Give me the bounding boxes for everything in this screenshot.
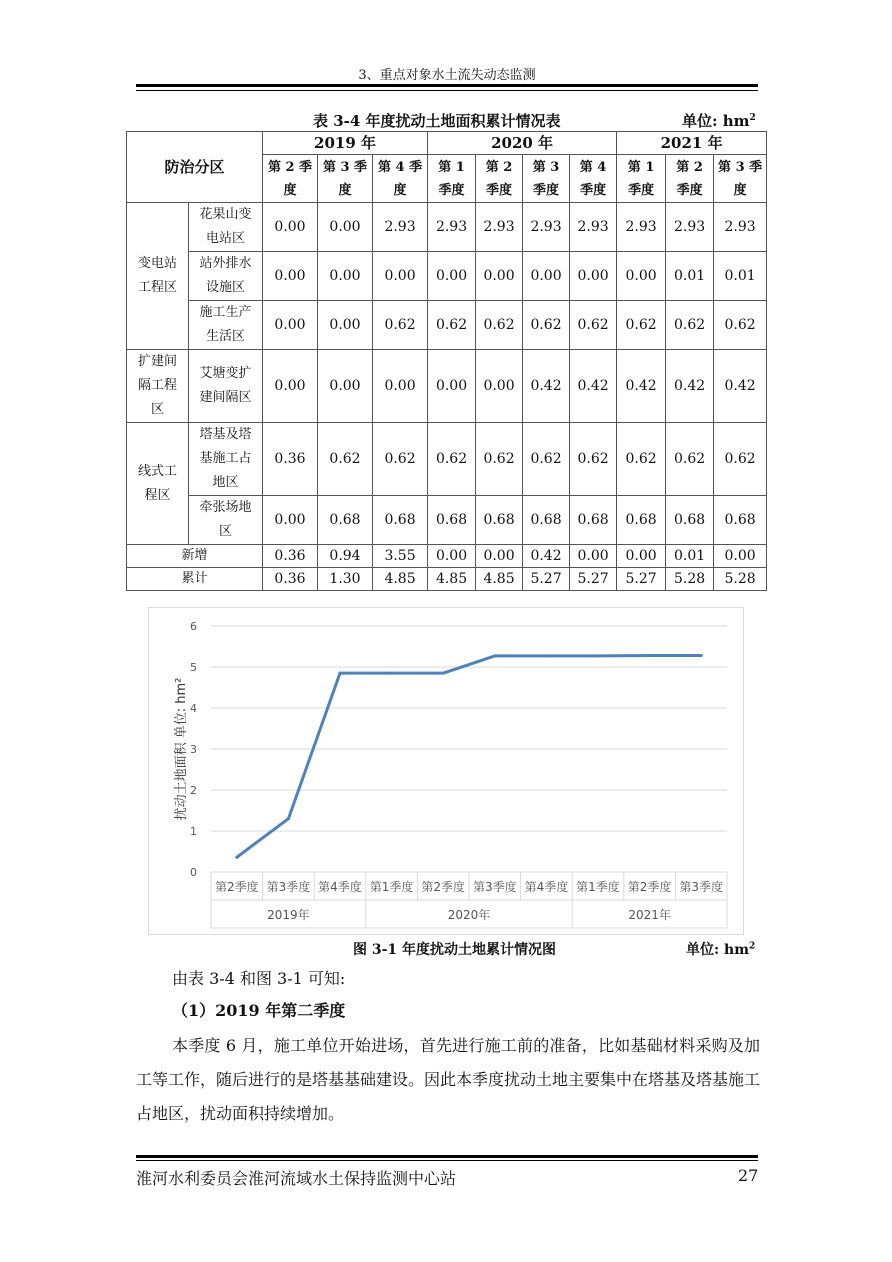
footer-rule-thick [136,1155,758,1158]
chart-frame [148,607,744,935]
subzone-cell: 花果山变 电站区 [189,203,263,252]
x-tick-label: 第4季度 [524,880,569,894]
quarter-header: 第 3 季 度 [714,155,767,203]
zone-group-cell: 扩建间 隔工程 区 [127,350,189,423]
value-cell: 4.85 [428,568,476,591]
footer-rule-thin [136,1160,758,1161]
year-header: 2019 年 [263,132,428,155]
data-point [700,654,703,657]
subzone-cell: 施工生产 生活区 [189,301,263,350]
data-point [648,654,651,657]
section-heading: （1）2019 年第二季度 [172,1001,346,1020]
data-point [442,672,445,675]
subzone-cell: 牵张场地 区 [189,496,263,545]
y-tick-label: 1 [190,825,197,838]
data-point [339,672,342,675]
value-cell: 5.27 [523,568,570,591]
value-cell: 0.00 [263,301,318,350]
x-tick-label: 第2季度 [421,880,466,894]
value-cell: 0.62 [617,301,666,350]
header-rule-thick [136,84,758,87]
value-cell: 0.68 [318,496,373,545]
zone-group-cell: 线式工 程区 [127,423,189,545]
y-tick-label: 0 [190,866,197,879]
value-cell: 0.00 [318,203,373,252]
disturbed-area-table [126,131,767,591]
quarter-header: 第 3 季 度 [318,155,373,203]
table-unit-label: 单位: hm [682,112,750,130]
value-cell: 0.94 [318,545,373,568]
value-cell: 0.00 [263,252,318,301]
figure-caption: 图 3-1 年度扰动土地累计情况图 [353,942,557,958]
value-cell: 0.36 [263,423,318,496]
value-cell: 0.00 [570,252,617,301]
value-cell: 0.00 [263,350,318,423]
value-cell: 0.62 [666,301,714,350]
value-cell: 0.68 [428,496,476,545]
value-cell: 0.62 [570,301,617,350]
value-cell: 0.62 [666,423,714,496]
subzone-cell: 艾塘变扩 建间隔区 [189,350,263,423]
data-point [597,654,600,657]
y-tick-label: 2 [190,784,197,797]
footer-organization: 淮河水利委员会淮河流域水土保持监测中心站 [136,1169,457,1188]
value-cell: 4.85 [373,568,428,591]
total-row [127,568,767,591]
value-cell: 0.62 [570,423,617,496]
value-cell: 2.93 [666,203,714,252]
value-cell: 2.93 [428,203,476,252]
table-caption: 表 3-4 年度扰动土地面积累计情况表 [313,112,561,130]
value-cell: 0.00 [476,350,523,423]
value-cell: 0.00 [318,301,373,350]
value-cell: 5.27 [570,568,617,591]
value-cell: 0.68 [570,496,617,545]
y-tick-label: 6 [190,620,197,633]
value-cell: 0.36 [263,568,318,591]
value-cell: 0.62 [476,301,523,350]
running-header: 3、重点对象水土流失动态监测 [358,68,536,83]
data-point [390,672,393,675]
year-group-label: 2019年 [267,908,310,922]
value-cell: 0.00 [318,252,373,301]
quarter-header: 第 3 季度 [523,155,570,203]
x-tick-label: 第1季度 [369,880,414,894]
x-tick-label: 第2季度 [214,880,259,894]
value-cell: 0.62 [373,423,428,496]
table-unit [682,110,756,131]
value-cell: 0.42 [570,350,617,423]
value-cell: 0.62 [617,423,666,496]
value-cell: 0.68 [617,496,666,545]
value-cell: 0.42 [523,545,570,568]
value-cell: 0.00 [428,545,476,568]
value-cell: 0.00 [523,252,570,301]
value-cell: 2.93 [714,203,767,252]
data-point [493,654,496,657]
value-cell: 0.01 [666,545,714,568]
value-cell: 0.62 [428,423,476,496]
value-cell: 4.85 [476,568,523,591]
cumulative-area-chart [149,608,743,934]
value-cell: 2.93 [617,203,666,252]
value-cell: 0.62 [714,423,767,496]
subzone-cell: 站外排水 设施区 [189,252,263,301]
body-paragraph: 本季度 6 月，施工单位开始进场，首先进行施工前的准备，比如基础材料采购及加工等工作，随后进行的是塔基基础建设。因此本季度扰动土地主要集中在塔基及塔基施工占地区，扰动面积持续增加。 [136,1036,761,1123]
quarter-header: 第 2 季 度 [263,155,318,203]
value-cell: 0.68 [523,496,570,545]
value-cell: 5.28 [714,568,767,591]
quarter-header: 第 1 季度 [428,155,476,203]
value-cell: 0.00 [428,252,476,301]
x-tick-label: 第3季度 [266,880,311,894]
value-cell: 0.42 [523,350,570,423]
value-cell: 3.55 [373,545,428,568]
value-cell: 0.62 [523,301,570,350]
value-cell: 0.68 [666,496,714,545]
zone-group-cell: 变电站 工程区 [127,203,189,350]
figure-unit-sup: 2 [749,941,756,952]
value-cell: 0.68 [373,496,428,545]
value-cell: 1.30 [318,568,373,591]
figure-unit-label: 单位: hm [686,942,750,958]
value-cell: 0.00 [318,350,373,423]
y-tick-label: 3 [190,743,197,756]
data-point [545,654,548,657]
value-cell: 0.00 [714,545,767,568]
intro-text: 由表 3-4 和图 3-1 可知: [172,969,346,988]
quarter-header: 第 2 季度 [666,155,714,203]
value-cell: 0.42 [617,350,666,423]
value-cell: 0.62 [476,423,523,496]
x-tick-label: 第1季度 [576,880,620,894]
value-cell: 0.00 [428,350,476,423]
subzone-cell: 塔基及塔 基施工占 地区 [189,423,263,496]
value-cell: 0.68 [476,496,523,545]
quarter-header: 第 4 季 度 [373,155,428,203]
value-cell: 0.00 [570,545,617,568]
value-cell: 2.93 [476,203,523,252]
table-unit-sup: 2 [749,113,756,123]
zone-header-cell: 防治分区 [127,132,263,203]
value-cell: 0.00 [373,350,428,423]
data-point [235,856,238,859]
value-cell: 2.93 [570,203,617,252]
value-cell: 5.28 [666,568,714,591]
y-tick-label: 5 [190,661,197,674]
x-tick-label: 第4季度 [318,880,362,894]
value-cell: 0.62 [373,301,428,350]
y-axis-label: 扰动土地面积 单位: hm² [174,677,189,821]
figure-unit [686,939,755,959]
value-cell: 0.62 [318,423,373,496]
x-tick-label: 第3季度 [472,880,517,894]
value-cell: 0.42 [666,350,714,423]
value-cell: 0.42 [714,350,767,423]
year-group-label: 2021年 [628,908,671,922]
value-cell: 0.01 [666,252,714,301]
year-group-label: 2020年 [447,908,491,922]
value-cell: 2.93 [523,203,570,252]
y-tick-label: 4 [190,702,197,715]
data-point [287,817,290,820]
series-line [237,656,701,858]
value-cell: 0.01 [714,252,767,301]
quarter-header: 第 4 季度 [570,155,617,203]
value-cell: 0.00 [617,252,666,301]
value-cell: 5.27 [617,568,666,591]
x-tick-label: 第2季度 [627,880,672,894]
x-tick-label: 第3季度 [679,880,724,894]
year-header: 2020 年 [428,132,617,155]
quarter-header: 第 1 季度 [617,155,666,203]
value-cell: 0.62 [428,301,476,350]
value-cell: 0.68 [714,496,767,545]
value-cell: 2.93 [373,203,428,252]
value-cell: 0.62 [714,301,767,350]
value-cell: 0.62 [523,423,570,496]
value-cell: 0.00 [263,496,318,545]
value-cell: 0.00 [263,203,318,252]
value-cell: 0.36 [263,545,318,568]
header-rule-thin [136,90,758,91]
value-cell: 0.00 [476,545,523,568]
page-number: 27 [738,1166,759,1185]
quarter-header: 第 2 季度 [476,155,523,203]
new-row [127,545,767,568]
value-cell: 0.00 [476,252,523,301]
value-cell: 0.00 [617,545,666,568]
total-row-label: 累计 [127,568,263,591]
new-row-label: 新增 [127,545,263,568]
year-header: 2021 年 [617,132,767,155]
value-cell: 0.00 [373,252,428,301]
